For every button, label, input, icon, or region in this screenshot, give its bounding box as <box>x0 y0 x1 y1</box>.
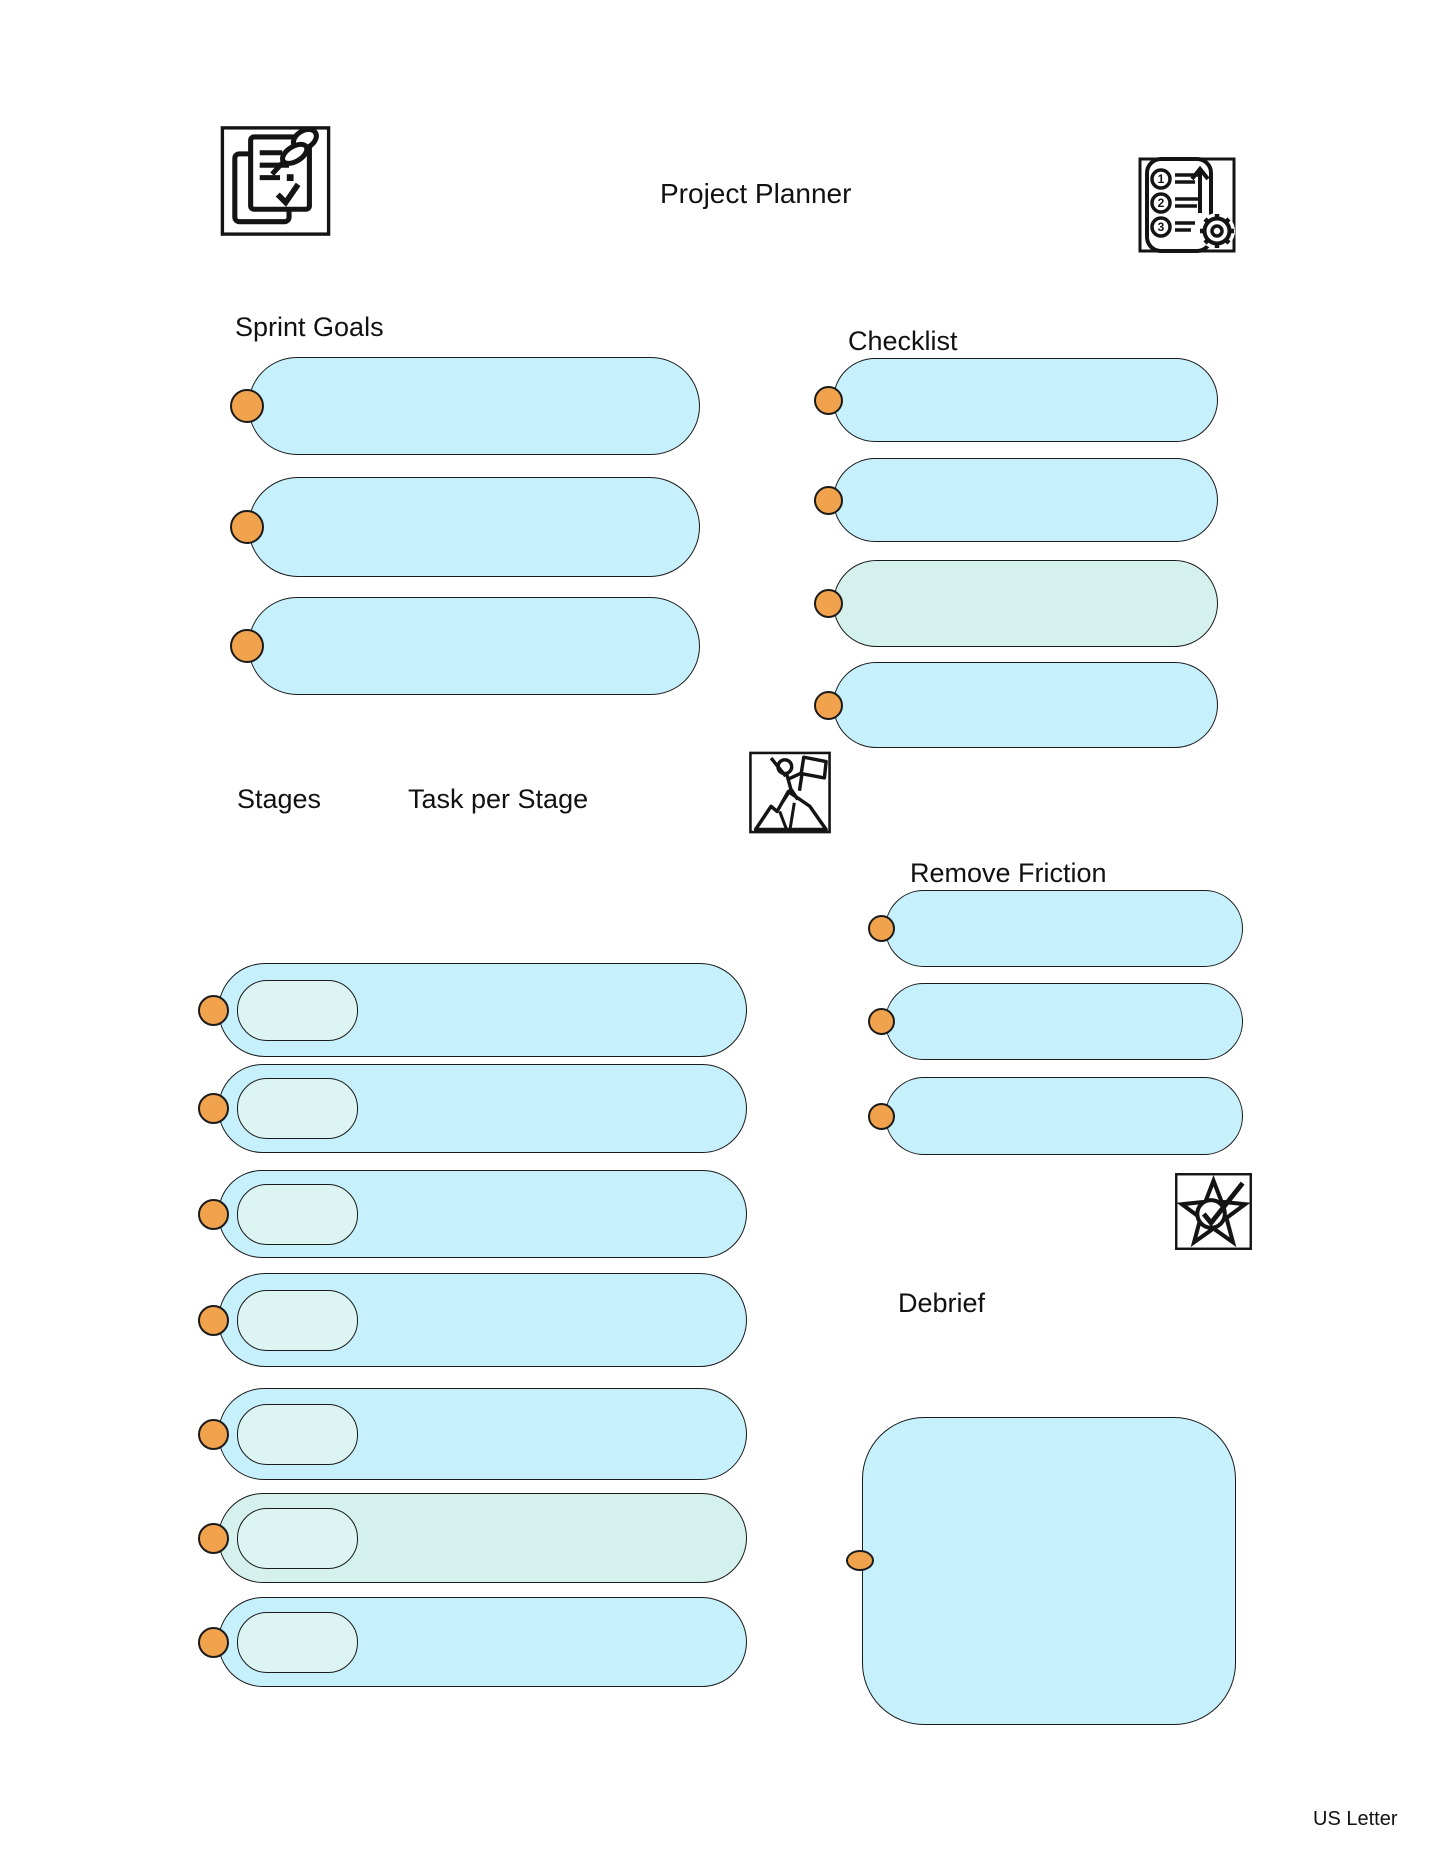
checklist-field[interactable] <box>833 662 1218 748</box>
svg-text:3: 3 <box>1157 220 1165 234</box>
paper-size-label: US Letter <box>1313 1808 1398 1830</box>
stages-label: Stages <box>237 784 322 814</box>
connector-dot[interactable] <box>868 915 895 942</box>
sprint-goal-field[interactable] <box>248 597 700 695</box>
sprint-goals-label: Sprint Goals <box>235 312 384 342</box>
stage-row[interactable] <box>218 1064 747 1153</box>
page-title: Project Planner <box>660 178 852 209</box>
connector-dot[interactable] <box>198 1627 229 1658</box>
debrief-label: Debrief <box>898 1288 986 1318</box>
debrief-field[interactable] <box>862 1417 1236 1725</box>
connector-dot[interactable] <box>868 1008 895 1035</box>
connector-dot[interactable] <box>814 486 843 515</box>
stage-name-field[interactable] <box>237 1290 358 1351</box>
connector-dot[interactable] <box>198 1093 229 1124</box>
connector-dot[interactable] <box>230 510 264 544</box>
stage-name-field[interactable] <box>237 1508 358 1569</box>
task-per-stage-label: Task per Stage <box>408 784 589 814</box>
connector-dot[interactable] <box>198 995 229 1026</box>
connector-dot[interactable] <box>198 1199 229 1230</box>
stage-name-field[interactable] <box>237 1078 358 1139</box>
connector-dot[interactable] <box>814 386 843 415</box>
svg-text:2: 2 <box>1157 196 1165 210</box>
friction-field[interactable] <box>885 983 1243 1060</box>
checklist-field[interactable] <box>833 560 1218 647</box>
checklist-field[interactable] <box>833 458 1218 542</box>
stage-row[interactable] <box>218 1597 747 1687</box>
stage-name-field[interactable] <box>237 1404 358 1465</box>
stage-row[interactable] <box>218 1388 747 1480</box>
checklist-label: Checklist <box>848 326 958 356</box>
connector-dot[interactable] <box>814 589 843 618</box>
checklist-field[interactable] <box>833 358 1218 442</box>
stage-name-field[interactable] <box>237 980 358 1041</box>
sprint-goal-field[interactable] <box>248 357 700 455</box>
stage-row[interactable] <box>218 963 747 1057</box>
stage-row[interactable] <box>218 1493 747 1583</box>
friction-field[interactable] <box>885 890 1243 967</box>
connector-dot[interactable] <box>868 1103 895 1130</box>
connector-dot[interactable] <box>230 389 264 423</box>
svg-text:1: 1 <box>1157 172 1165 186</box>
star-check-icon <box>1169 1171 1258 1252</box>
connector-dot[interactable] <box>846 1550 874 1571</box>
connector-dot[interactable] <box>198 1419 229 1450</box>
summit-flag-icon <box>747 748 833 837</box>
connector-dot[interactable] <box>814 691 843 720</box>
stage-row[interactable] <box>218 1170 747 1258</box>
connector-dot[interactable] <box>198 1305 229 1336</box>
stage-name-field[interactable] <box>237 1612 358 1673</box>
pinned-notes-icon <box>219 124 332 238</box>
remove-friction-label: Remove Friction <box>910 858 1107 888</box>
connector-dot[interactable] <box>198 1523 229 1554</box>
stage-row[interactable] <box>218 1273 747 1367</box>
sprint-goal-field[interactable] <box>248 477 700 577</box>
connector-dot[interactable] <box>230 629 264 663</box>
friction-field[interactable] <box>885 1077 1243 1155</box>
stage-name-field[interactable] <box>237 1184 358 1245</box>
ordered-steps-gear-icon <box>1137 155 1237 255</box>
